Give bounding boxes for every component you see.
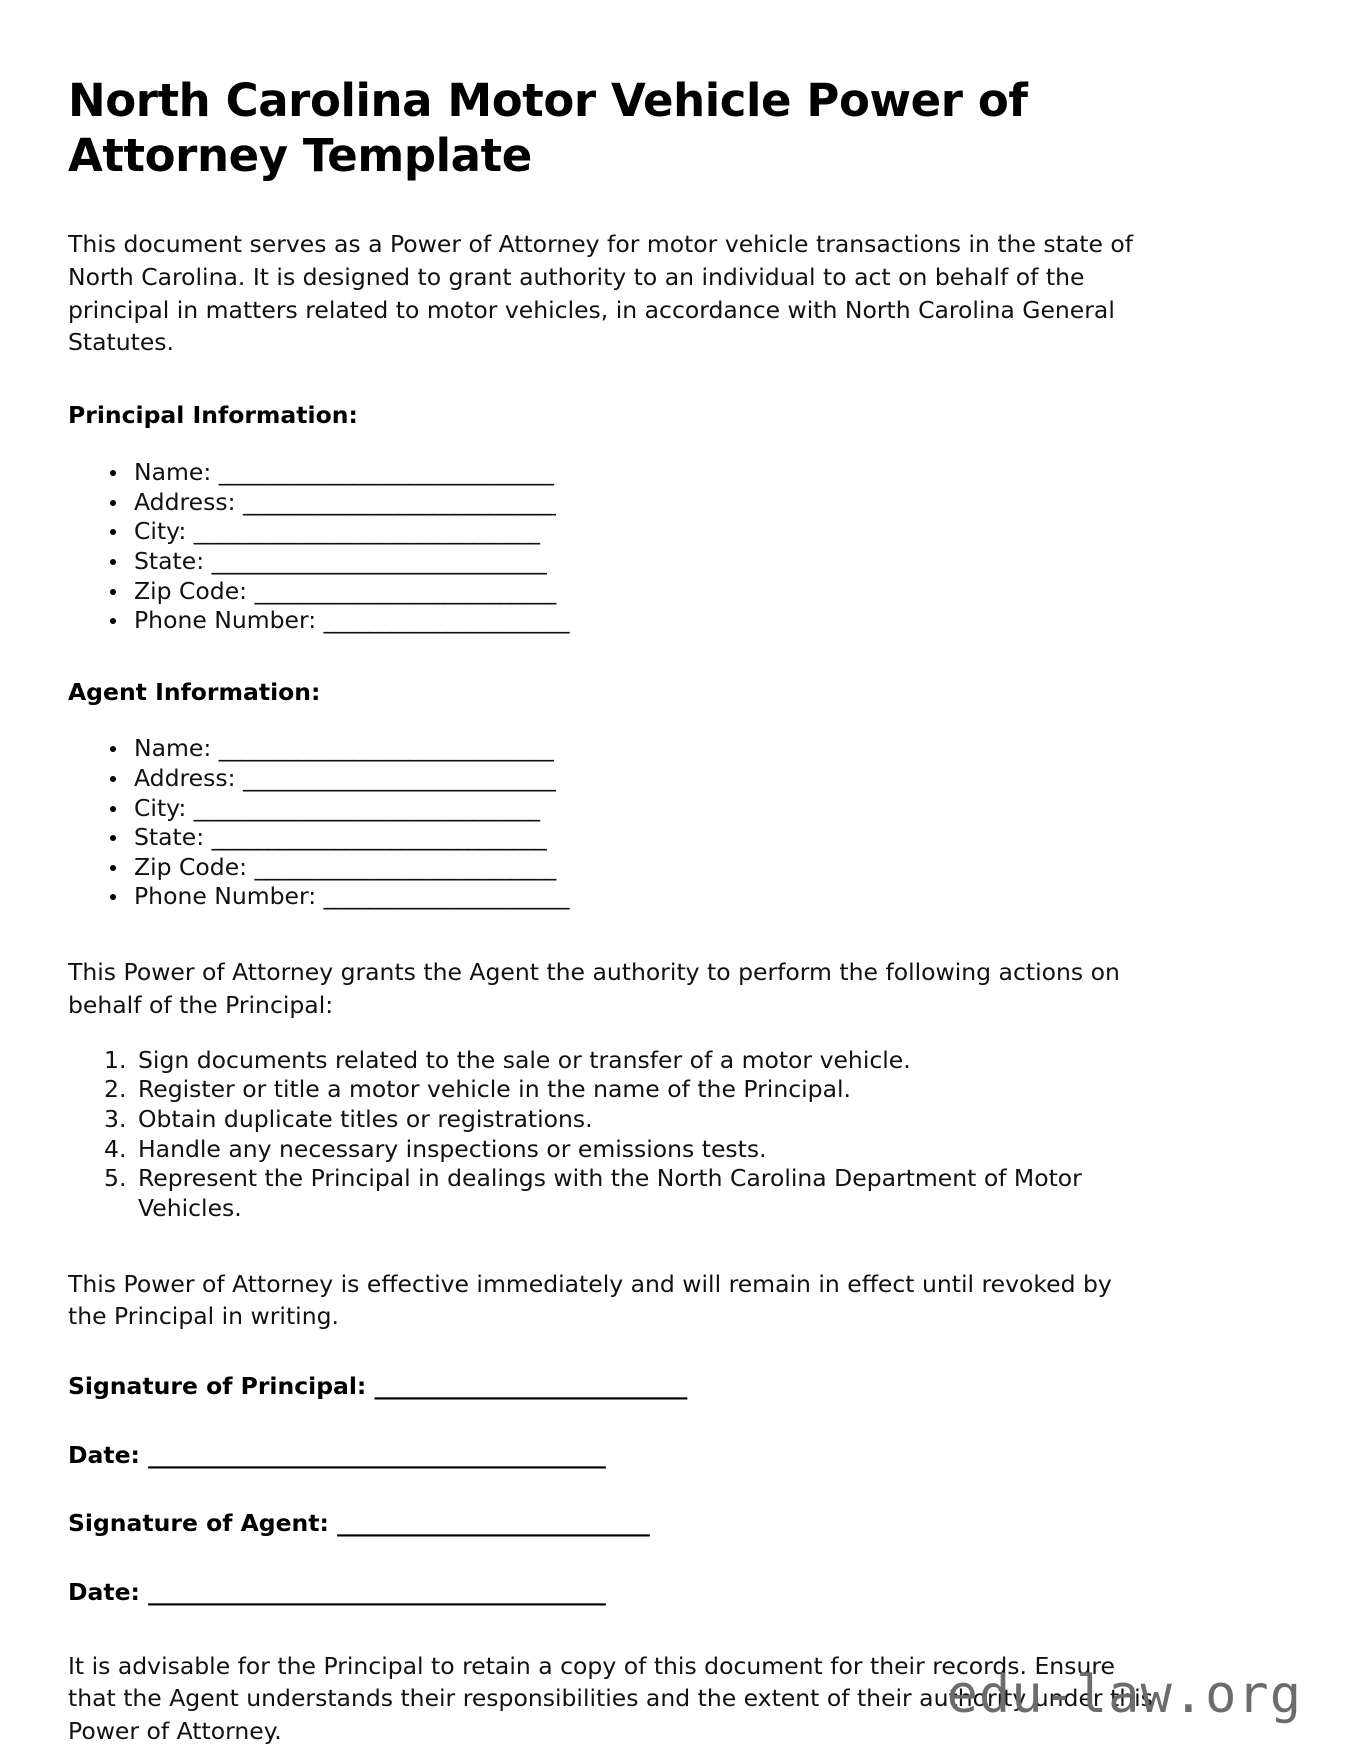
list-item: Obtain duplicate titles or registrations.: [138, 1105, 593, 1134]
signature-of-agent-label: Signature of Agent:: [68, 1509, 329, 1538]
page-title: North Carolina Motor Vehicle Power of Attorney Template: [68, 74, 1028, 182]
authority-intro-paragraph: This Power of Attorney grants the Agent the authority to perform the following actions on behalf of the Principal:: [68, 958, 1120, 1019]
principal-date-row: [68, 1440, 1153, 1471]
agent-information-heading: Agent Information:: [68, 677, 321, 706]
list-item: [106, 547, 1153, 577]
list-item: [106, 577, 1153, 607]
list-item: [106, 734, 1153, 764]
agent-date-row: [68, 1577, 1153, 1608]
effective-statement-paragraph: This Power of Attorney is effective immediately and will remain in effect until revoked by the Principal in writing.: [68, 1269, 1112, 1331]
closing-paragraph: It is advisable for the Principal to retain a copy of this document for their records. Ensure that the Agent understands their responsibilities and the extent of their authority under this Power of Attorney.: [68, 1651, 1153, 1746]
field-label: Address:: [134, 764, 236, 793]
list-item: [106, 853, 1153, 883]
field-label: Phone Number:: [134, 882, 317, 911]
field-label: Phone Number:: [134, 606, 317, 635]
field-blank[interactable]: ______________________: [323, 882, 569, 911]
signature-of-agent-blank[interactable]: ____________________________: [337, 1509, 650, 1538]
list-item: Register or title a motor vehicle in the name of the Principal.: [138, 1075, 851, 1104]
list-item: [106, 488, 1153, 518]
list-item: [106, 458, 1153, 488]
document-content: [68, 74, 1153, 1748]
field-label: Zip Code:: [134, 852, 248, 881]
principal-date-blank[interactable]: _________________________________________: [148, 1440, 606, 1469]
agent-date-label: Date:: [68, 1577, 140, 1606]
field-blank[interactable]: ______________________________: [211, 546, 547, 575]
field-blank[interactable]: ___________________________: [254, 576, 556, 605]
list-item: [106, 606, 1153, 636]
field-label: State:: [134, 823, 205, 852]
field-blank[interactable]: _______________________________: [193, 517, 540, 546]
field-blank[interactable]: _______________________________: [193, 793, 540, 822]
list-item: [106, 823, 1153, 853]
list-item: Handle any necessary inspections or emissions tests.: [138, 1134, 767, 1163]
field-blank[interactable]: ____________________________: [243, 764, 556, 793]
list-item: [106, 882, 1153, 912]
field-label: Name:: [134, 458, 212, 487]
field-label: Address:: [134, 487, 236, 516]
signature-of-agent-row: [68, 1508, 1153, 1539]
field-label: City:: [134, 793, 187, 822]
agent-field-list: [68, 734, 1153, 912]
principal-date-label: Date:: [68, 1440, 140, 1469]
field-label: State:: [134, 546, 205, 575]
field-blank[interactable]: ______________________________: [211, 823, 547, 852]
list-item: [106, 517, 1153, 547]
list-item: Sign documents related to the sale or transfer of a motor vehicle.: [138, 1045, 911, 1074]
signature-of-principal-row: [68, 1371, 1153, 1402]
field-label: Zip Code:: [134, 576, 248, 605]
authority-action-list: [68, 1046, 1153, 1224]
site-watermark: edu-law.org: [946, 1665, 1302, 1725]
field-blank[interactable]: ___________________________: [254, 852, 556, 881]
field-blank[interactable]: ______________________________: [218, 734, 554, 763]
list-item: [106, 794, 1153, 824]
list-item: [106, 764, 1153, 794]
agent-date-blank[interactable]: _________________________________________: [148, 1577, 606, 1606]
signature-of-principal-blank[interactable]: ____________________________: [374, 1372, 687, 1401]
intro-paragraph: This document serves as a Power of Attorney for motor vehicle transactions in the state of North Carolina. It is designed to grant authority to an individual to act on behalf of the principal in matters related to motor vehicles, in accordance with North Carolina General Statutes.: [68, 229, 1134, 357]
principal-field-list: [68, 458, 1153, 636]
field-label: Name:: [134, 734, 212, 763]
field-blank[interactable]: ____________________________: [243, 487, 556, 516]
field-label: City:: [134, 517, 187, 546]
signature-of-principal-label: Signature of Principal:: [68, 1372, 367, 1401]
list-item: Represent the Principal in dealings with the North Carolina Department of Motor Vehicles.: [138, 1164, 1082, 1222]
field-blank[interactable]: ______________________: [323, 606, 569, 635]
field-blank[interactable]: ______________________________: [218, 458, 554, 487]
principal-information-heading: Principal Information:: [68, 401, 358, 430]
